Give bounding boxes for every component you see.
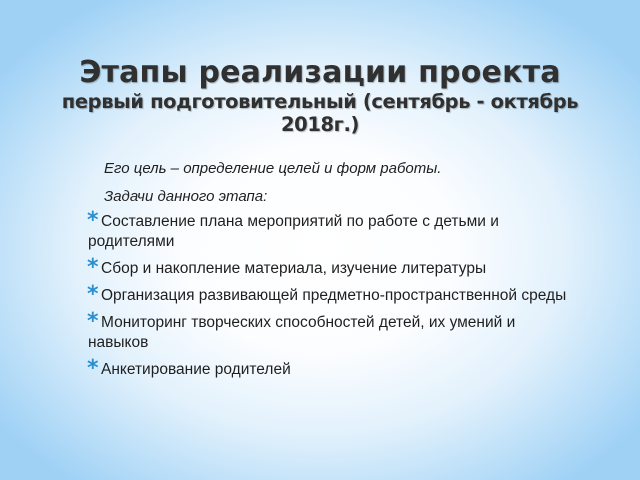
task-list-item-text: Организация развивающей предметно-пространственной среды [101,287,567,304]
slide-title-block [20,56,620,136]
task-list [87,208,578,387]
task-list-item-text: Составление плана мероприятий по работе с детьми и родителями [88,213,499,250]
task-list-item-text: Сбор и накопление материала, изучение литературы [101,260,487,277]
task-list-item [87,356,578,381]
task-list-item [87,309,578,353]
task-list-item-text: Мониторинг творческих способностей детей, их умений и навыков [88,314,516,351]
asterisk-bullet-icon: * [87,255,99,280]
asterisk-bullet-icon: * [87,208,99,233]
slide-title: Этапы реализации проекта [79,55,561,90]
task-list-item [87,255,578,280]
tasks-label: Задачи данного этапа: [104,188,268,205]
asterisk-bullet-icon: * [87,356,99,381]
task-list-item [87,208,578,252]
slide-subtitle-line-1: первый подготовительный (сентябрь - октябрь [61,90,579,113]
slide-subtitle-line-2: 2018г.) [281,113,359,136]
goal-text: Его цель – определение целей и форм работы. [104,160,442,177]
task-list-item [87,282,578,307]
asterisk-bullet-icon: * [87,282,99,307]
asterisk-bullet-icon: * [87,309,99,334]
task-list-item-text: Анкетирование родителей [101,361,291,378]
